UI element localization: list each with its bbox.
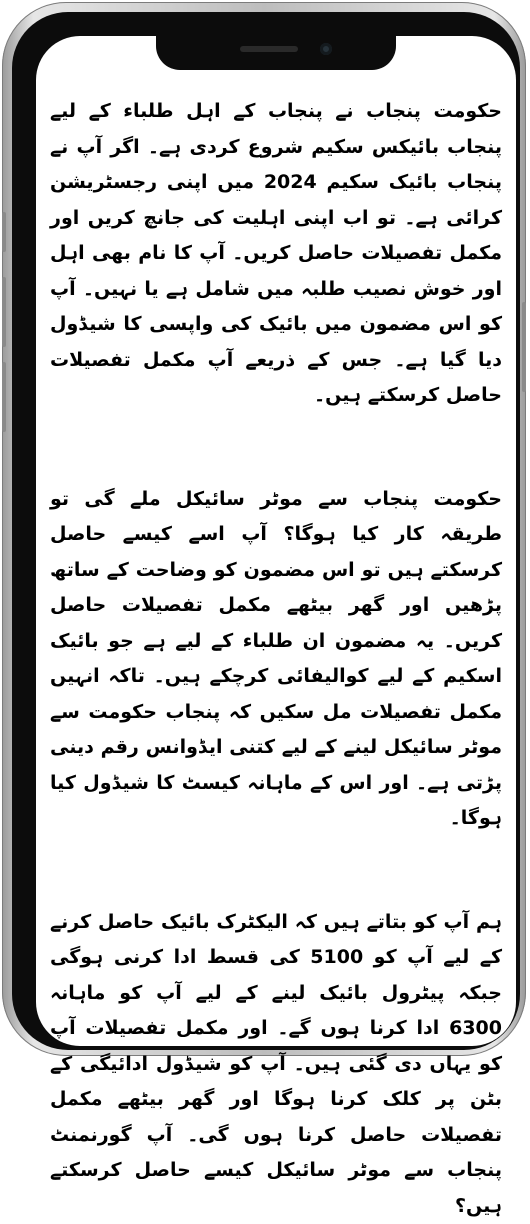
volume-down-button	[2, 362, 6, 432]
phone-screen	[36, 36, 516, 1046]
notch	[156, 36, 396, 70]
phone-frame	[2, 2, 526, 1056]
article-paragraph-1: حکومت پنجاب نے پنجاب کے اہل طلباء کے لیے پنجاب بائیکس سکیم شروع کردی ہے۔ اگر آپ نے پنجاب بائیک سکیم 2024 میں اپنی رجسٹریشن کرائی ہے۔ تو اب اپنی اہلیت کی جانچ کریں اور مکمل تفصیلات حاصل کریں۔ آپ کا نام بھی اہل اور خوش نصیب طلبہ میں شامل ہے یا نہیں۔ آپ کو اس مضمون میں بائیک کی واپسی کا شیڈول دیا گیا ہے۔ جس کے ذریعے آپ مکمل تفصیلات حاصل کرسکتے ہیں۔	[50, 94, 502, 414]
speaker-grille	[240, 46, 298, 52]
front-camera-icon	[320, 43, 332, 55]
phone-bezel	[12, 12, 520, 1050]
mute-switch	[2, 212, 6, 252]
article-paragraph-2: حکومت پنجاب سے موٹر سائیکل ملے گی تو طریقہ کار کیا ہوگا؟ آپ اسے کیسے حاصل کرسکتے ہیں تو اس مضمون کو وضاحت کے ساتھ پڑھیں اور گھر بیٹھے مکمل تفصیلات حاصل کریں۔ یہ مضمون ان طلباء کے لیے ہے جو بائیک اسکیم کے لیے کوالیفائی کرچکے ہیں۔ تاکہ انہیں مکمل تفصیلات مل سکیں کہ پنجاب حکومت سے موٹر سائیکل لینے کے لیے کتنی ایڈوانس رقم دینی پڑتی ہے۔ اور اس کے ماہانہ کیسٹ کا شیڈول کیا ہوگا۔	[50, 482, 502, 837]
article-body	[50, 94, 502, 1224]
volume-up-button	[2, 277, 6, 347]
power-button	[522, 302, 526, 392]
article-paragraph-3: ہم آپ کو بتاتے ہیں کہ الیکٹرک بائیک حاصل کرنے کے لیے آپ کو 5100 کی قسط ادا کرنی ہوگی جبکہ پیٹرول بائیک لینے کے لیے آپ کو ماہانہ 6300 ادا کرنا ہوں گے۔ اور مکمل تفصیلات آپ کو یہاں دی گئی ہیں۔ آپ کو شیڈول ادائیگی کے بٹن پر کلک کرنا ہوگا اور گھر بیٹھے مکمل تفصیلات حاصل کرنا ہوں گی۔ آپ گورنمنٹ پنجاب سے موٹر سائیکل کیسے حاصل کرسکتے ہیں؟	[50, 905, 502, 1224]
